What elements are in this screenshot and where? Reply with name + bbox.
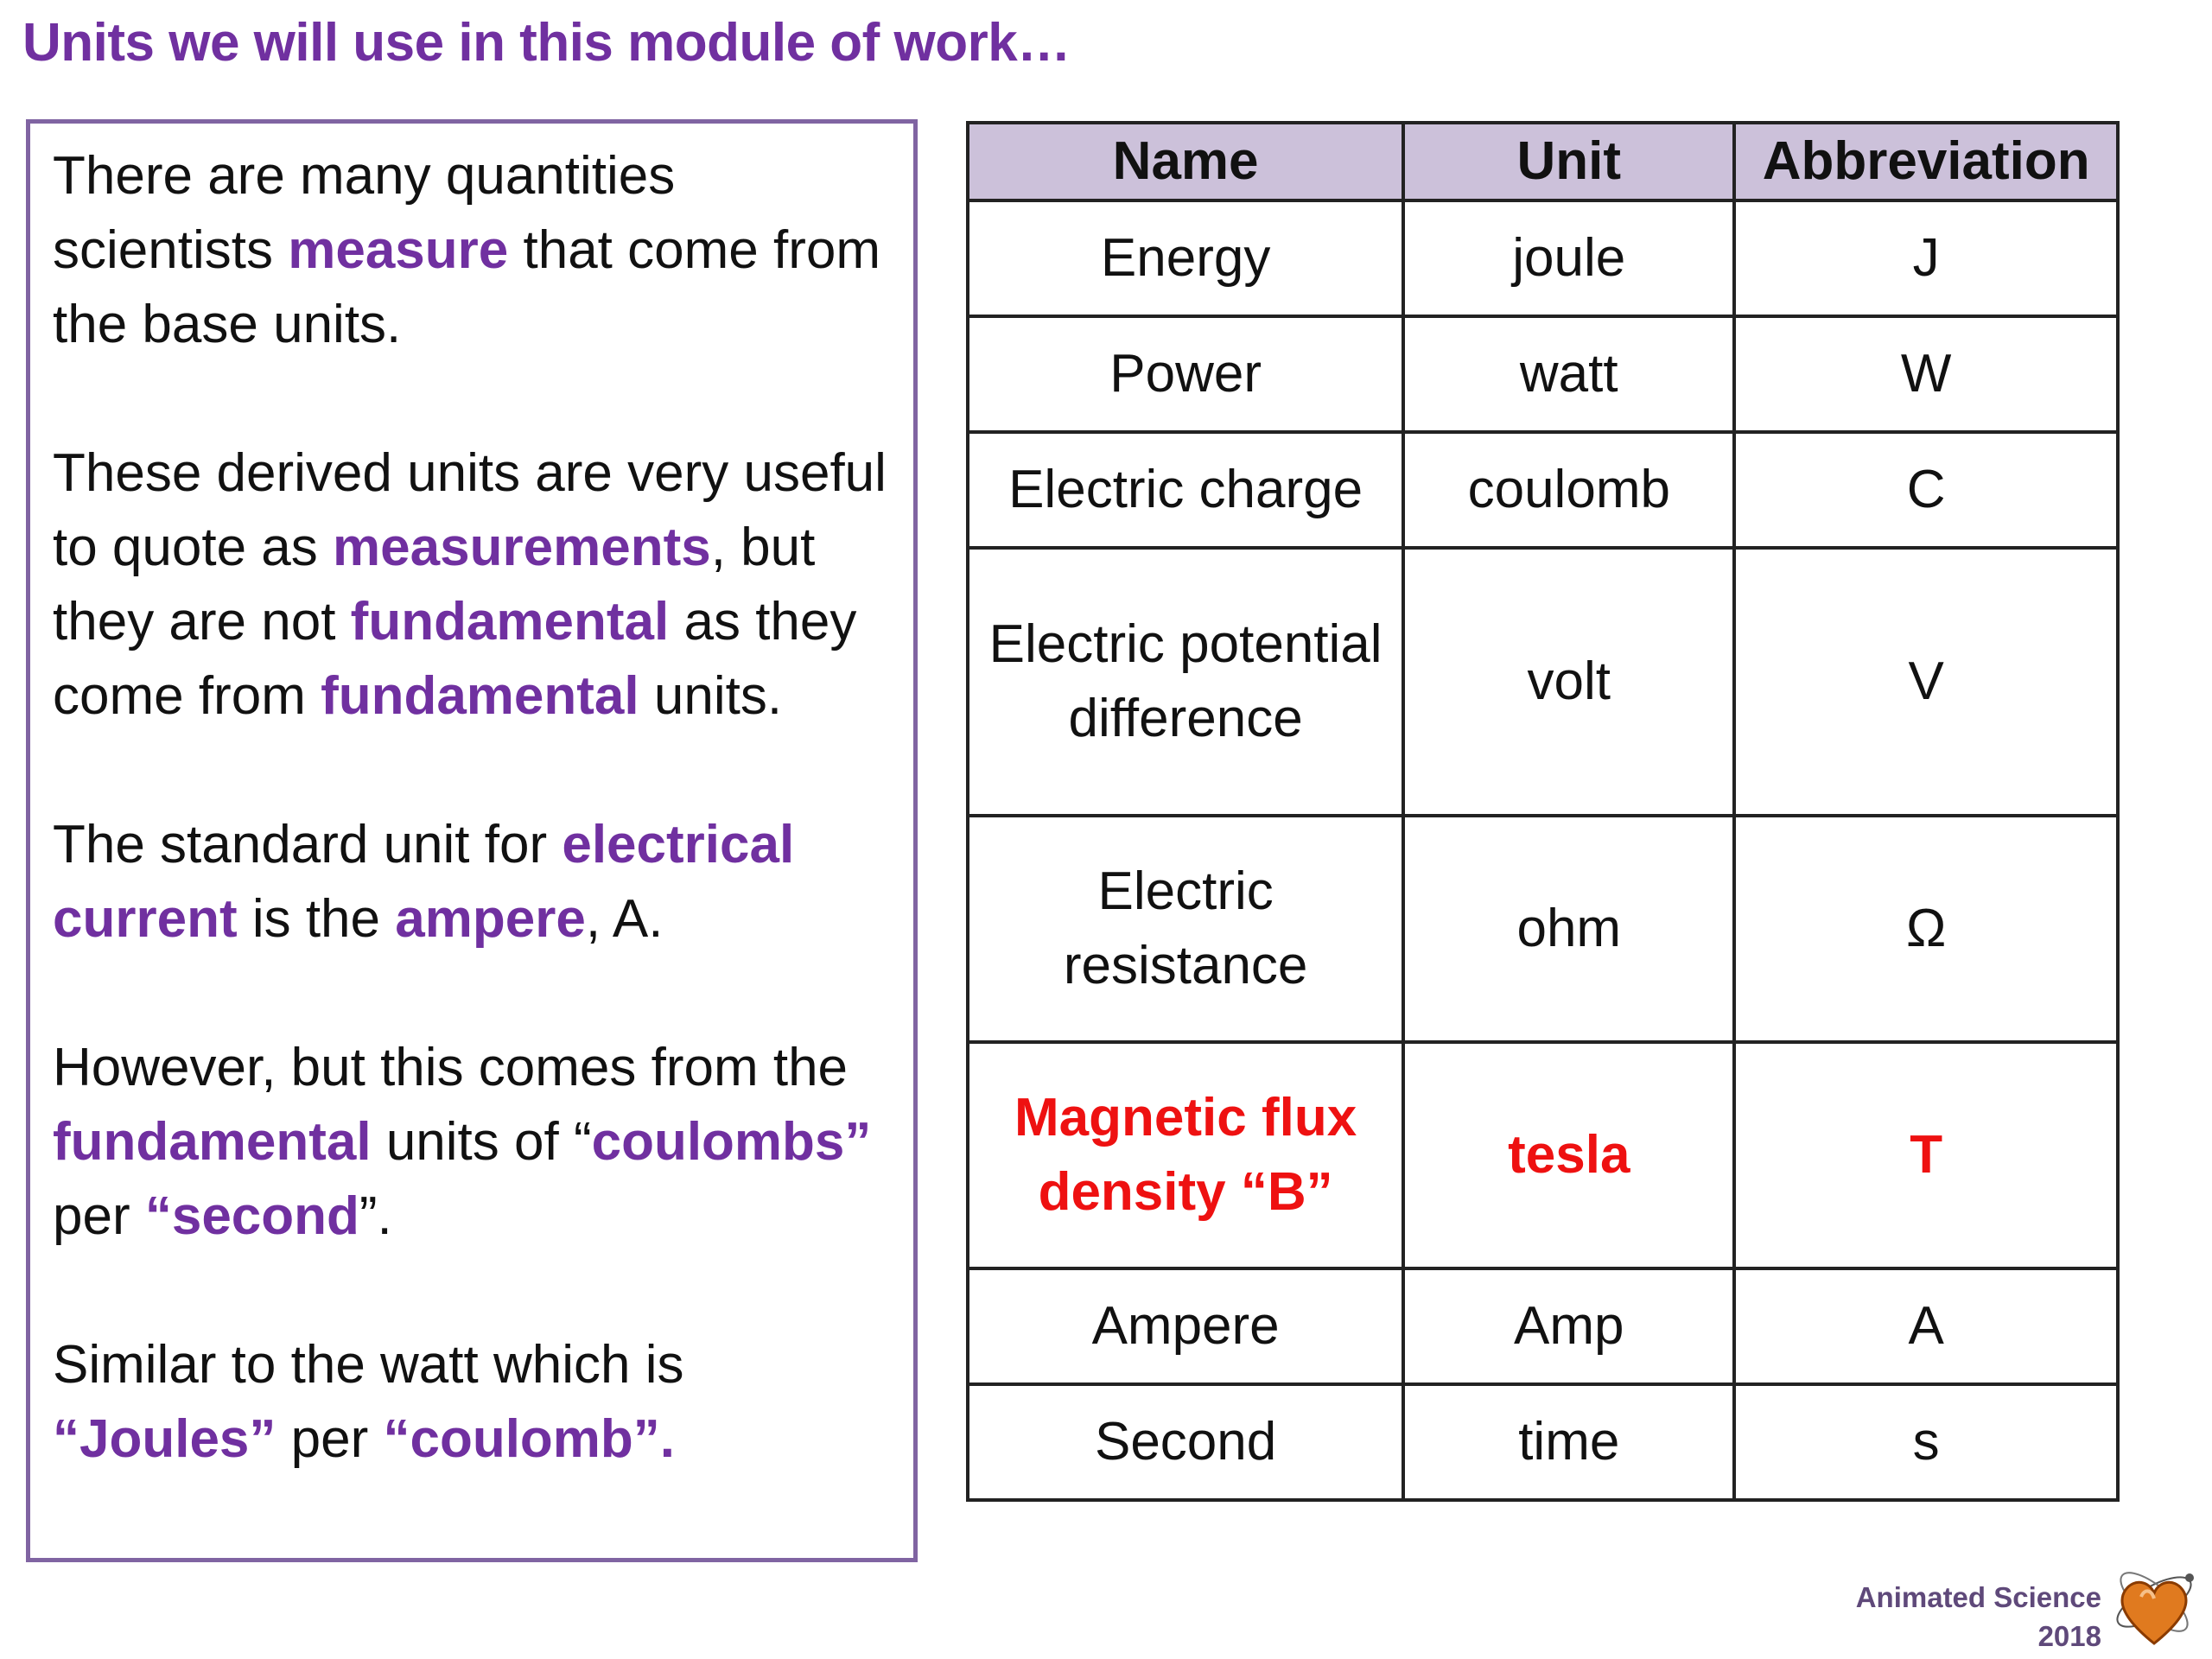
table-row xyxy=(968,1268,2118,1384)
table-row xyxy=(968,548,2118,816)
explanation-box xyxy=(26,119,918,1562)
cell-abbreviation: s xyxy=(1734,1384,2118,1500)
paragraph xyxy=(53,808,896,957)
paragraph-text: , A. xyxy=(585,889,664,949)
highlighted-term: electrical current xyxy=(53,815,795,949)
paragraph-text: as they come from xyxy=(53,592,857,726)
cell-unit: watt xyxy=(1403,316,1734,432)
paragraph xyxy=(53,139,896,362)
highlighted-term: ampere xyxy=(395,889,586,949)
cell-unit: ohm xyxy=(1403,816,1734,1042)
cell-abbreviation: C xyxy=(1734,432,2118,548)
paragraph xyxy=(53,1031,896,1254)
table-header-row xyxy=(968,123,2118,200)
units-table xyxy=(966,121,2120,1502)
animated-science-heart-icon xyxy=(2107,1559,2202,1652)
cell-unit: Amp xyxy=(1403,1268,1734,1384)
header-name: Name xyxy=(968,123,1403,200)
paragraph-text: Similar to the watt which is xyxy=(53,1335,684,1395)
cell-name: Second xyxy=(968,1384,1403,1500)
paragraph-text: The standard unit for xyxy=(53,815,563,874)
paragraph-text: These derived units are very useful to quote as xyxy=(53,443,887,577)
paragraph xyxy=(53,436,896,734)
header-abbreviation: Abbreviation xyxy=(1734,123,2118,200)
highlighted-term: measurements xyxy=(333,518,711,577)
table-row xyxy=(968,200,2118,316)
highlighted-term: fundamental xyxy=(53,1112,372,1172)
paragraph-text: There are many quantities scientists xyxy=(53,146,676,280)
cell-name: Ampere xyxy=(968,1268,1403,1384)
highlighted-term: coulombs” xyxy=(591,1112,872,1172)
cell-name: Magnetic flux density “B” xyxy=(968,1042,1403,1268)
cell-name: Electric potential difference xyxy=(968,548,1403,816)
cell-abbreviation: A xyxy=(1734,1268,2118,1384)
logo-year: 2018 xyxy=(2037,1620,2101,1652)
paragraph-text: units. xyxy=(639,666,783,726)
cell-name: Energy xyxy=(968,200,1403,316)
cell-abbreviation: V xyxy=(1734,548,2118,816)
cell-abbreviation: W xyxy=(1734,316,2118,432)
paragraph-text: per xyxy=(276,1409,384,1469)
slide-title: Units we will use in this module of work… xyxy=(22,13,1071,73)
table-row xyxy=(968,816,2118,1042)
cell-abbreviation: T xyxy=(1734,1042,2118,1268)
animated-science-logo xyxy=(1855,1555,2203,1655)
logo-name: Animated Science xyxy=(1855,1581,2101,1613)
cell-abbreviation: Ω xyxy=(1734,816,2118,1042)
paragraph-text: is the xyxy=(237,889,396,949)
cell-abbreviation: J xyxy=(1734,200,2118,316)
cell-name: Electric resistance xyxy=(968,816,1403,1042)
table-row xyxy=(968,1384,2118,1500)
cell-unit: coulomb xyxy=(1403,432,1734,548)
cell-name: Power xyxy=(968,316,1403,432)
highlighted-term: “Joules” xyxy=(53,1409,276,1469)
cell-unit: joule xyxy=(1403,200,1734,316)
paragraph-text: , but they are not xyxy=(53,518,816,652)
header-unit: Unit xyxy=(1403,123,1734,200)
paragraph xyxy=(53,1328,896,1477)
highlighted-term: “coulomb”. xyxy=(383,1409,676,1469)
highlighted-term: measure xyxy=(288,220,509,280)
table-row xyxy=(968,316,2118,432)
cell-unit: time xyxy=(1403,1384,1734,1500)
paragraph-text: that come from the base units. xyxy=(53,220,880,354)
cell-name: Electric charge xyxy=(968,432,1403,548)
highlighted-term: fundamental xyxy=(350,592,670,652)
cell-unit: tesla xyxy=(1403,1042,1734,1268)
highlighted-term: “second xyxy=(144,1186,359,1246)
paragraph-text: However, but this comes from the xyxy=(53,1038,849,1097)
table-row xyxy=(968,432,2118,548)
cell-unit: volt xyxy=(1403,548,1734,816)
paragraph-text: per xyxy=(53,1186,145,1246)
highlighted-term: fundamental xyxy=(321,666,639,726)
paragraph-text: ”. xyxy=(359,1186,392,1246)
table-row xyxy=(968,1042,2118,1268)
paragraph-text: units of “ xyxy=(371,1112,592,1172)
